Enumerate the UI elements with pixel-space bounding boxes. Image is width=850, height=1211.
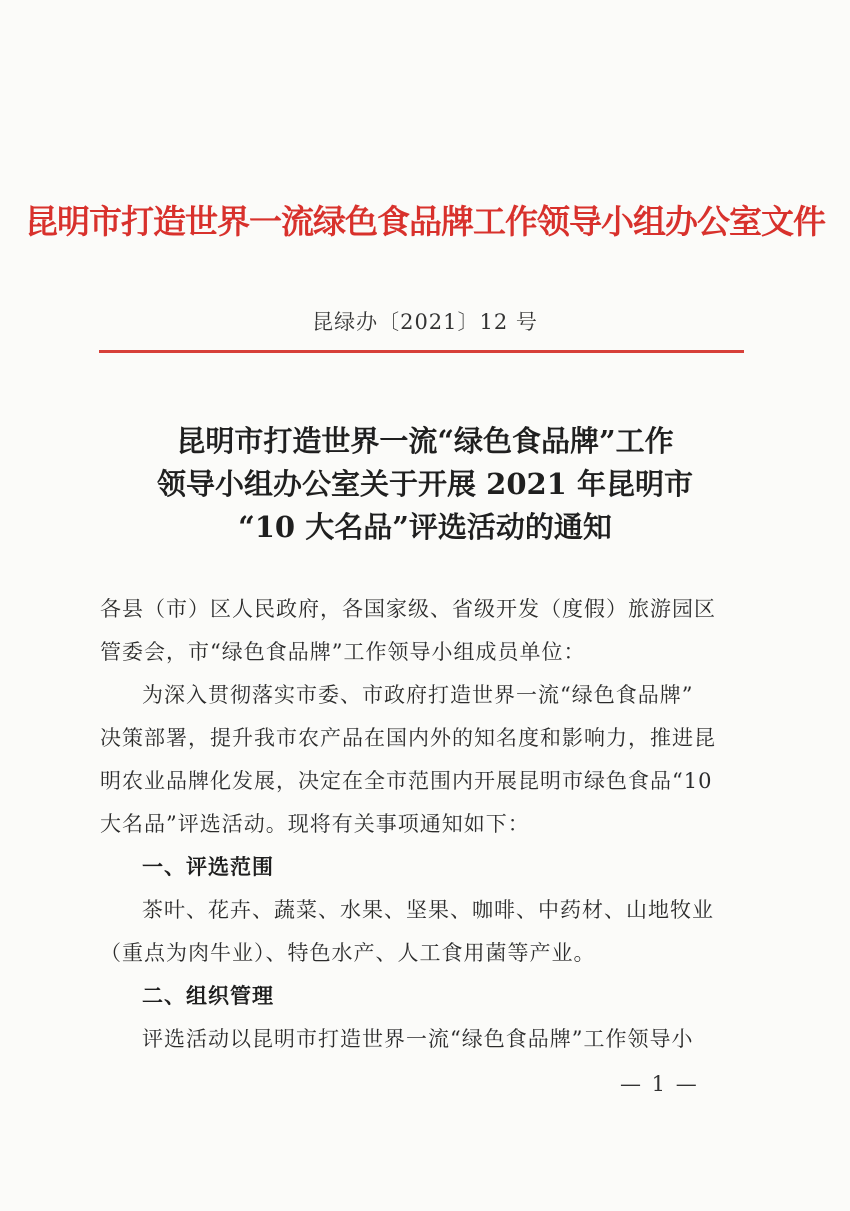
section-2-line-1: 评选活动以昆明市打造世界一流“绿色食品牌”工作领导小 bbox=[142, 1027, 694, 1051]
intro-line-4: 大名品”评选活动。现将有关事项通知如下： bbox=[100, 812, 530, 836]
section-1-line-2: （重点为肉牛业）、特色水产、人工食用菌等产业。 bbox=[100, 941, 596, 965]
red-divider-line bbox=[99, 350, 744, 353]
section-1-line-1: 茶叶、花卉、蔬菜、水果、坚果、咖啡、中药材、山地牧业 bbox=[142, 898, 714, 922]
notice-title bbox=[0, 420, 850, 549]
addressee-line-1: 各县（市）区人民政府，各国家级、省级开发（度假）旅游园区 bbox=[100, 597, 716, 621]
section-2-heading: 二、组织管理 bbox=[142, 984, 274, 1008]
intro-line-2: 决策部署，提升我市农产品在国内外的知名度和影响力，推进昆 bbox=[100, 726, 716, 750]
notice-title-line-1: 昆明市打造世界一流“绿色食品牌”工作 bbox=[176, 424, 674, 458]
notice-title-line-2: 领导小组办公室关于开展 2021 年昆明市 bbox=[157, 467, 693, 501]
page-number: — 1 — bbox=[620, 1072, 699, 1096]
document-number: 昆绿办〔2021〕12 号 bbox=[312, 310, 538, 334]
intro-line-1: 为深入贯彻落实市委、市政府打造世界一流“绿色食品牌” bbox=[142, 683, 694, 707]
section-1-heading: 一、评选范围 bbox=[142, 855, 274, 879]
notice-title-line-3: “10 大名品”评选活动的通知 bbox=[238, 510, 612, 544]
issuing-office-title: 昆明市打造世界一流绿色食品牌工作领导小组办公室文件 bbox=[25, 202, 825, 241]
notice-body bbox=[100, 588, 750, 1061]
intro-line-3: 明农业品牌化发展，决定在全市范围内开展昆明市绿色食品“10 bbox=[100, 769, 713, 793]
addressee-line-2: 管委会，市“绿色食品牌”工作领导小组成员单位： bbox=[100, 640, 586, 664]
